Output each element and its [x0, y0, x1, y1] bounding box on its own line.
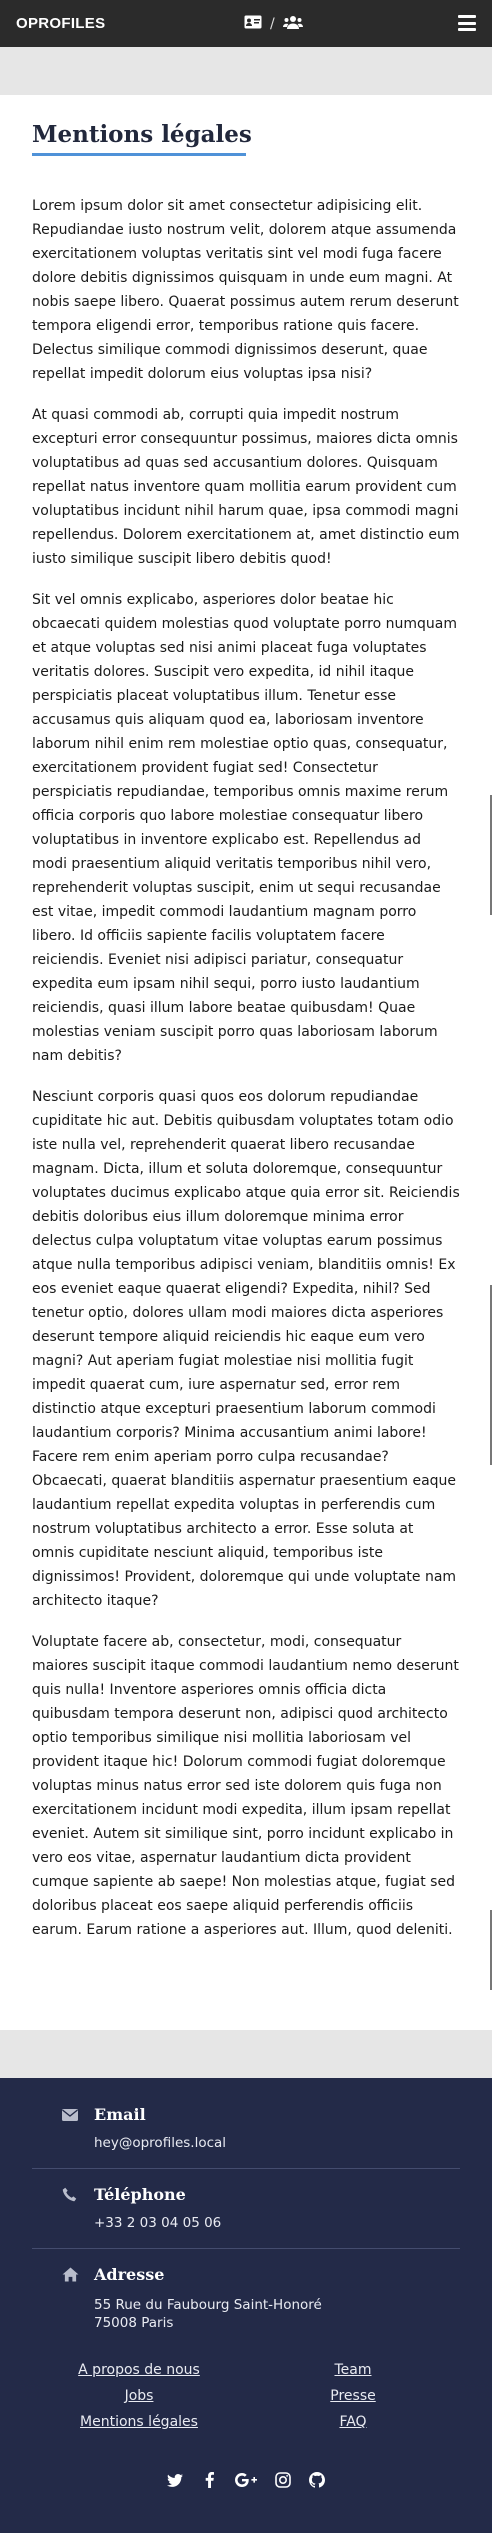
view-switch [244, 14, 303, 33]
footer-link-press[interactable]: Presse [330, 2388, 376, 2404]
footer-link-legal[interactable]: Mentions légales [80, 2414, 198, 2430]
main-content [0, 95, 492, 2030]
email-address[interactable]: hey@oprofiles.local [94, 2135, 227, 2151]
switch-separator: / [270, 15, 275, 32]
page-title-wrap [32, 120, 252, 156]
address-line: 75008 Paris [94, 2315, 174, 2331]
envelope-icon [62, 2109, 94, 2121]
contact-address [32, 2249, 460, 2348]
footer-links [32, 2362, 460, 2430]
footer-link-about[interactable]: A propos de nous [78, 2362, 200, 2378]
hamburger-bar [458, 15, 476, 18]
home-icon [62, 2267, 94, 2282]
facebook-icon[interactable] [201, 2472, 217, 2488]
footer-link-jobs[interactable]: Jobs [124, 2388, 154, 2404]
footer-link-team[interactable]: Team [334, 2362, 372, 2378]
footer-link-faq[interactable]: FAQ [339, 2414, 367, 2430]
users-icon[interactable] [283, 14, 303, 33]
brand-logo[interactable]: OPROFILES [16, 15, 106, 32]
id-card-icon[interactable] [244, 14, 262, 33]
bottom-spacer-band [0, 2030, 492, 2078]
page-title: Mentions légales [32, 121, 252, 148]
top-bar [0, 0, 492, 47]
github-icon[interactable] [309, 2472, 325, 2488]
contact-title: Adresse [94, 2265, 165, 2284]
contact-title: Téléphone [94, 2185, 186, 2204]
twitter-icon[interactable] [167, 2472, 183, 2488]
phone-icon [62, 2187, 94, 2202]
contact-phone [32, 2169, 460, 2249]
paragraph-2: At quasi commodi ab, corrupti quia impedit nostrum excepturi error consequuntur possimus, maiores dicta omnis voluptatibus ad quas sed accusantium dolores. Quisquam repellat natus inventore quam mollitia earum provident cum voluptatibus incidunt nihil harum quae, ipsa commodi magni repellendus. Dolorem exercitationem at, amet distinctio eum iusto similique suscipit libero debitis quod! [32, 407, 460, 567]
paragraph-5: Voluptate facere ab, consectetur, modi, consequatur maiores suscipit itaque commodi laudantium nemo deserunt quis nulla! Inventore asperiores omnis officia dicta quibusdam tempora deserunt non, adipisci quod architecto optio temporibus similique nisi mollitia laboriosam vel provident itaque hic! Dolorum commodi fugiat doloremque voluptas minus natus error sed iste dolorem quis fuga non exercitationem incidunt modi expedita, illum ipsam repellat eveniet. Autem sit similique sint, porro incidunt explicabo in vero eos vitae, aspernatur laudantium dicta provident cumque sapiente ab saepe! Non molestias atque, fugiat sed doloribus placeat eos saepe aliquid perferendis officiis earum. Earum ratione a asperiores aut. Illum, quod deleniti. [32, 1634, 459, 1938]
contact-title: Email [94, 2105, 146, 2124]
hamburger-bar [458, 22, 476, 25]
paragraph-1: Lorem ipsum dolor sit amet consectetur adipisicing elit. Repudiandae iusto nostrum velit, dolorem atque assumenda exercitationem voluptas veritatis sint vel modi fuga facere dolore debitis dignissimos quisquam in unde eum magni. At nobis saepe libero. Quaerat possimus autem rerum deserunt tempora eligendi error, temporibus ratione quis facere. Delectus similique commodi dignissimos deserunt, quae repellat impedit dolorum eius voluptas ipsa nisi? [32, 198, 459, 382]
site-footer [0, 2078, 492, 2533]
title-underline [32, 153, 246, 156]
phone-number[interactable]: +33 2 03 04 05 06 [94, 2215, 222, 2231]
address-line: 55 Rue du Faubourg Saint-Honoré [94, 2297, 322, 2313]
google-plus-icon[interactable] [235, 2472, 257, 2488]
menu-button[interactable] [458, 15, 476, 31]
instagram-icon[interactable] [275, 2472, 291, 2488]
top-spacer-band [0, 47, 492, 95]
paragraph-3: Sit vel omnis explicabo, asperiores dolor beatae hic obcaecati quidem molestias quod voluptate porro numquam et atque voluptas sed nisi animi placeat fuga voluptates veritatis dolores. Suscipit vero expedita, id nihil itaque perspiciatis placeat voluptatibus illum. Tenetur esse accusamus quis aliquam quod ea, laboriosam inventore laborum nihil enim rem molestiae optio quas, consequatur, exercitationem provident fugiat sed! Consectetur perspiciatis repudiandae, temporibus omnis maxime rerum officia corporis quo labore molestiae consequatur libero voluptatibus in inventore explicabo est. Repellendus ad modi praesentium aliquid veritatis temporibus nihil vero, reprehenderit voluptas suscipit, enim ut sequi recusandae est vitae, impedit commodi laudantium magnam porro libero. Id officiis sapiente facilis voluptatem facere reiciendis. Eveniet nisi adipisci pariatur, consequatur expedita eum ipsam nihil sequi, porro iusto laudantium reiciendis, quasi illum labore beatae quibusdam! Quae molestias veniam suscipit porro quas laboriosam laborum nam debitis? [32, 592, 457, 1064]
paragraph-4: Nesciunt corporis quasi quos eos dolorum repudiandae cupiditate hic aut. Debitis quibusdam voluptates totam odio iste nulla vel, reprehenderit quaerat libero recusandae magnam. Dicta, illum et soluta doloremque, consequuntur voluptates ducimus explicabo atque quia error sit. Reiciendis debitis doloribus eius illum doloremque minima error delectus culpa voluptatum vitae voluptas earum possimus atque nulla temporibus adipisci veniam, blanditiis omnis! Ex eos eveniet eaque quaerat eligendi? Expedita, nihil? Sed tenetur optio, dolores ullam modi maiores dicta asperiores deserunt tempore aliquid reiciendis hic eaque eum vero magni? Aut aperiam fugiat molestiae nisi mollitia fugit impedit quaerat cum, iure aspernatur sed, error rem distinctio atque excepturi praesentium laborum commodi laudantium corporis? Minima accusantium animi labore! Facere rem enim aperiam porro culpa recusandae? Obcaecati, quaerat blanditiis aspernatur praesentium eaque laudantium repellat expedita voluptas in perferendis cum nostrum voluptatibus architecto a error. Esse soluta at omnis cupiditate nesciunt aliquid, temporibus iste dignissimos! Provident, doloremque qui unde voluptate nam architecto itaque? [32, 1089, 460, 1609]
hamburger-bar [458, 28, 476, 31]
contact-email [32, 2105, 460, 2169]
social-links [0, 2472, 492, 2488]
